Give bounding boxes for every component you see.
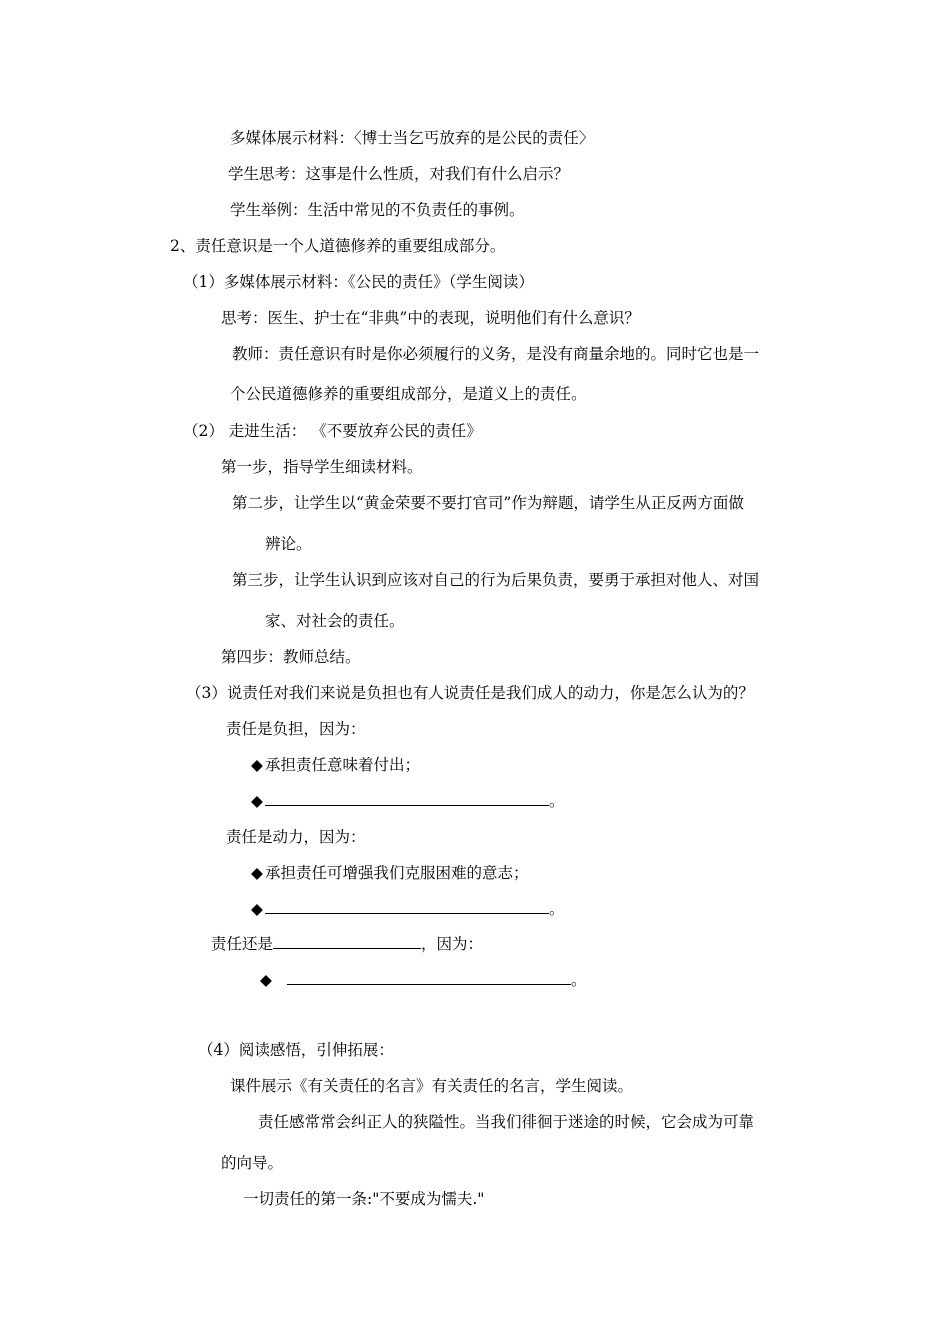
section-2-heading: 2、责任意识是一个人道德修养的重要组成部分。	[170, 237, 506, 255]
line-multimedia-material: 多媒体展示材料：〈博士当乞丐放弃的是公民的责任〉	[230, 129, 595, 147]
quote-2: 一切责任的第一条:"不要成为懦夫."	[243, 1190, 485, 1208]
line-step-3-cont: 家、对社会的责任。	[265, 612, 405, 630]
diamond-bullet-icon: ◆	[251, 864, 263, 882]
quote-1-line-2: 的向导。	[221, 1154, 284, 1172]
item-4-heading: （4）阅读感悟，引伸拓展：	[198, 1041, 394, 1059]
line-student-example: 学生举例：生活中常见的不负责任的事例。	[230, 201, 525, 219]
line-think-doctors: 思考：医生、护士在“非典”中的表现，说明他们有什么意识？	[221, 309, 640, 327]
line-step-4: 第四步：教师总结。	[221, 648, 361, 666]
line-responsibility-also: 责任还是 ，因为：	[211, 935, 484, 953]
diamond-bullet-icon: ◆	[251, 792, 263, 810]
diamond-bullet-icon: ◆	[251, 756, 263, 774]
motivation-bullet-2: ◆ 。	[251, 900, 565, 918]
motivation-bullet-1: ◆ 承担责任可增强我们克服困难的意志；	[251, 864, 529, 882]
line-motivation-because: 责任是动力，因为：	[226, 828, 366, 846]
burden-bullet-1: ◆ 承担责任意味着付出；	[251, 756, 421, 774]
line-step-1: 第一步，指导学生细读材料。	[221, 458, 423, 476]
fill-in-blank[interactable]	[273, 934, 421, 949]
line-teacher-1: 教师：责任意识有时是你必须履行的义务，是没有商量余地的。同时它也是一	[232, 345, 760, 363]
line-burden-because: 责任是负担，因为：	[226, 720, 366, 738]
line-step-2-cont: 辨论。	[265, 535, 312, 553]
also-bullet: ◆ 。	[260, 971, 587, 989]
line-student-think: 学生思考：这事是什么性质，对我们有什么启示？	[228, 165, 570, 183]
line-courseware: 课件展示《有关责任的名言》有关责任的名言，学生阅读。	[230, 1077, 634, 1095]
item-1-heading: （1）多媒体展示材料：《公民的责任》（学生阅读）	[183, 273, 534, 291]
fill-in-blank[interactable]	[265, 791, 549, 806]
quote-1-line-1: 责任感常常会纠正人的狭隘性。当我们徘徊于迷途的时候，它会成为可靠	[258, 1113, 755, 1131]
diamond-bullet-icon: ◆	[260, 971, 272, 989]
fill-in-blank[interactable]	[265, 899, 549, 914]
diamond-bullet-icon: ◆	[251, 900, 263, 918]
line-teacher-2: 个公民道德修养的重要组成部分，是道义上的责任。	[230, 385, 587, 403]
item-3-heading: （3）说责任对我们来说是负担也有人说责任是我们成人的动力，你是怎么认为的？	[186, 684, 754, 702]
line-step-2: 第二步，让学生以“黄金荣要不要打官司”作为辩题，请学生从正反两方面做	[232, 494, 744, 512]
fill-in-blank[interactable]	[287, 970, 571, 985]
item-2-heading: （2） 走进生活： 《不要放弃公民的责任》	[183, 422, 482, 440]
line-step-3: 第三步，让学生认识到应该对自己的行为后果负责，要勇于承担对他人、对国	[232, 571, 760, 589]
burden-bullet-2: ◆ 。	[251, 792, 565, 810]
